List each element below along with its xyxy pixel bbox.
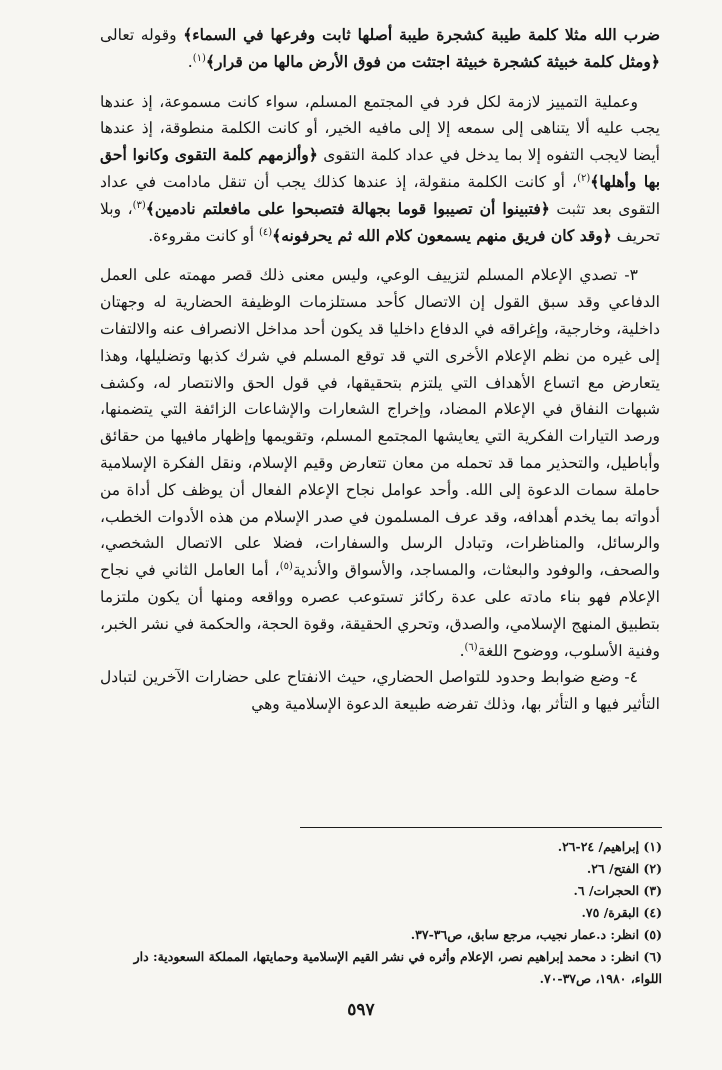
quran-verse: ﴿وقد كان فريق منهم يسمعون كلام الله ثم يحرفونه﴾ — [272, 225, 612, 245]
quran-verse: ﴿فتبينوا أن تصيبوا قوما بجهالة فتصبحوا على مافعلتم نادمين﴾ — [145, 198, 550, 218]
footnote-1: (١) إبراهيم/ ٢٤-٢٦. — [557, 839, 662, 854]
page-number: ٥٩٧ — [347, 1000, 375, 1020]
closing-bracket: ﴾ — [183, 25, 193, 44]
footnote-4: (٤) البقرة/ ٧٥. — [581, 905, 662, 920]
paragraph-text: ، وبلا تحريف — [100, 199, 660, 245]
footnote-3: (٣) الحجرات/ ٦. — [573, 883, 662, 898]
footnote-5: (٥) انظر: د.عمار نجيب، مرجع سابق، ص٣٦-٣٧. — [410, 927, 662, 942]
paragraph-text: وقوله تعالى — [100, 26, 184, 44]
paragraph-1 — [100, 22, 660, 76]
quran-verse: ﴿ومثل كلمة خبيثة كشجرة خبيثة اجتثت من فوق الأرض مالها من قرار﴾ — [205, 51, 660, 71]
paragraph-text: أو كانت مقروءة. — [148, 226, 259, 245]
paragraph-text: . — [187, 52, 193, 71]
paragraph-text: ٤- وضع ضوابط وحدود للتواصل الحضاري، حيث الانفتاح على حضارات الآخرين لتبادل التأثير فيها و التأثر بها، وذلك تفرضه طبيعة الدعوة الإسلامية وهي — [100, 668, 660, 714]
footnote-ref: (٢) — [577, 172, 591, 184]
paragraph-text: ، أما العامل الثاني في نجاح الإعلام فهو بناء مادته على عدة ركائز تستوعب عصره وواقعه ومنها أن يكون ملتزما بتطبيق المنهج الإسلامي، والصدق، وتحري الحقيقة، وقوة الحجة، والحكمة في نشر الخبر، وفنية الأسلوب، ووضوح اللغة — [100, 561, 660, 660]
paragraph-text: . — [459, 641, 465, 660]
opening-quote: ضرب الله مثلا كلمة طيبة كشجرة طيبة أصلها ثابت وفرعها في السماء — [192, 25, 660, 44]
footnotes — [100, 836, 662, 990]
paragraph-3 — [100, 262, 660, 664]
footnote-ref: (٦) — [464, 641, 478, 653]
footnote-ref: (٤) — [258, 226, 273, 238]
footnote-ref: (٣) — [132, 199, 146, 211]
paragraph-text: ، أو كانت الكلمة منقولة، إذ عندها كذلك يجب أن تنقل مادامت في عداد التقوى بعد تثبت — [100, 172, 660, 218]
footnote-2: (٢) الفتح/ ٢٦. — [586, 861, 662, 876]
footnote-ref: (٥) — [279, 560, 293, 572]
paragraph-text: وعملية التمييز لازمة لكل فرد في المجتمع المسلم، سواء كانت مسموعة، إذ عندها يجب عليه ألا يتناهى إلى سمعه إلا إلى مافيه الخير، أو كانت الكلمة منطوقة، إذ عندها أيضا لايجب التفوه إلا بما يدخل في عداد كلمة التقوى — [100, 92, 660, 165]
footnote-divider — [300, 827, 662, 828]
footnote-6: (٦) انظر: د محمد إبراهيم نصر، الإعلام وأثره في نشر القيم الإسلامية وحمايتها، المملكة السعودية: دار اللواء، ١٩٨٠، ص٣٧-٧٠. — [133, 949, 662, 986]
paragraph-4 — [100, 664, 660, 718]
paragraph-2 — [100, 89, 660, 250]
body-text — [100, 22, 660, 718]
quran-verse: ﴿وألزمهم كلمة التقوى وكانوا أحق بها وأهلها﴾ — [100, 145, 661, 191]
paragraph-text: ٣- تصدي الإعلام المسلم لتزييف الوعي، وليس معنى ذلك قصر مهمته على العمل الدفاعي وقد سبق القول إن الاتصال كأحد مستلزمات الوظيفة الحضارية له وجهتان داخلية، وخارجية، وإغراقه في الدفاع داخليا قد يكون أحد مداخل الانصراف عنه والالتفات إلى غيره من نظم الإعلام الأخرى التي قد توقع المسلم في شرك كذبها وتضليلها، وهذا يتعارض مع اتساع الأهداف التي يلتزم بتحقيقها، في قول الحق والانتصار له، وكشف شبهات النفاق في الإعلام المضاد، وإخراج الشعارات والإشاعات الزائفة التي يتضمنها، ورصد التيارات الفكرية التي يعايشها المجتمع المسلم، وتقويمها وإظهار مافيها من حقائق وأباطيل، والتحذير مما قد تحمله من معان تتعارض وقيم الإسلام، ونقل الفكرة الإسلامية حاملة سمات الدعوة إلى الله. وأحد عوامل نجاح الإعلام الفعال أن يوظف كل أداة من أدواته بما يخدم أهدافه، وقد عرف المسلمون في صدر الإسلام من هذه الأدوات الخطب، والرسائل، والمناظرات، وتبادل الرسل والسفارات، فضلا على الاتصال الشخصي، والصحف، والوفود والبعثات، والمساجد، والأسواق والأندية — [100, 266, 660, 580]
footnote-ref: (١) — [192, 52, 206, 64]
